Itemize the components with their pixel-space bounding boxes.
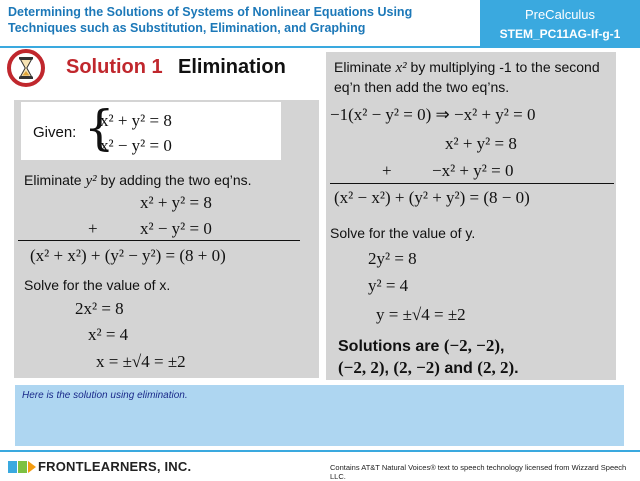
right-instruction-pre: Eliminate (334, 59, 392, 75)
course-code: STEM_PC11AG-If-g-1 (499, 27, 621, 41)
given-equation-2: x² − y² = 0 (100, 136, 172, 155)
course-name: PreCalculus (524, 7, 596, 22)
right-instruction-post: by multiplying -1 to the second eq’n then add the two eq’ns. (334, 59, 600, 95)
solution-pair-3: (2, −2) (393, 358, 440, 377)
solution-pair-4: (2, 2) (477, 358, 515, 377)
solutions-line-1: Solutions are (−2, −2), (338, 336, 505, 355)
solution-pair-2: (−2, 2) (338, 358, 385, 377)
left-solve-label: Solve for the value of x. (24, 277, 171, 293)
given-equation-1: x² + y² = 8 (100, 111, 172, 130)
right-add-equation-1: x² + y² = 8 (445, 134, 517, 153)
given-label: Given: (33, 124, 77, 141)
left-sum-rule (18, 240, 300, 241)
right-instruction (334, 58, 610, 97)
left-add-plus: + (88, 219, 98, 238)
left-instruction-post: by adding the two eq’ns. (100, 172, 252, 188)
frontlearners-logo-icon (8, 459, 36, 475)
solutions-label: Solutions are (338, 338, 440, 355)
footer-divider (0, 450, 640, 452)
right-add-plus: + (382, 161, 392, 180)
hourglass-icon (6, 48, 46, 88)
right-multiply-line: −1(x² − y² = 0) ⇒ −x² + y² = 0 (330, 105, 536, 124)
right-work-panel (326, 52, 616, 380)
right-solve-label: Solve for the value of y. (330, 225, 476, 241)
lesson-title: Determining the Solutions of Systems of Nonlinear Equations Using Techniques such as Substitution, Elimination, and Graphing (8, 5, 413, 35)
left-add-result: (x² + x²) + (y² − y²) = (8 + 0) (30, 246, 226, 265)
left-step-2: x² = 4 (88, 325, 129, 344)
right-step-2: y² = 4 (368, 276, 409, 295)
solution-method: Elimination (178, 56, 286, 78)
left-instruction-pre: Eliminate (24, 172, 82, 188)
right-step-3: y = ±√4 = ±2 (376, 305, 466, 324)
tts-credit: Contains AT&T Natural Voices® text to speech technology licensed from Wizzard Speech LLC. (330, 463, 627, 481)
right-instruction-var: x² (395, 60, 407, 76)
left-instruction-var: y² (85, 173, 97, 189)
solution-pair-1: (−2, −2) (443, 336, 501, 355)
left-step-3: x = ±√4 = ±2 (96, 352, 186, 371)
right-sum-rule (330, 183, 614, 184)
narration-text: Here is the solution using elimination. (22, 390, 188, 401)
solutions-and: and (444, 360, 473, 377)
left-step-1: 2x² = 8 (75, 299, 124, 318)
system-brace: { (84, 100, 115, 156)
company-name: FRONTLEARNERS, INC. (38, 459, 192, 474)
left-add-equation-2: x² − y² = 0 (140, 219, 212, 238)
left-instruction (24, 172, 252, 190)
right-add-result: (x² − x²) + (y² + y²) = (8 − 0) (334, 188, 530, 207)
solutions-line-2: (−2, 2), (2, −2) and (2, 2). (338, 358, 519, 377)
header-divider (0, 46, 640, 48)
solution-label: Solution 1 (66, 56, 163, 78)
right-step-1: 2y² = 8 (368, 249, 417, 268)
left-add-equation-1: x² + y² = 8 (140, 193, 212, 212)
right-add-equation-2: −x² + y² = 0 (432, 161, 514, 180)
